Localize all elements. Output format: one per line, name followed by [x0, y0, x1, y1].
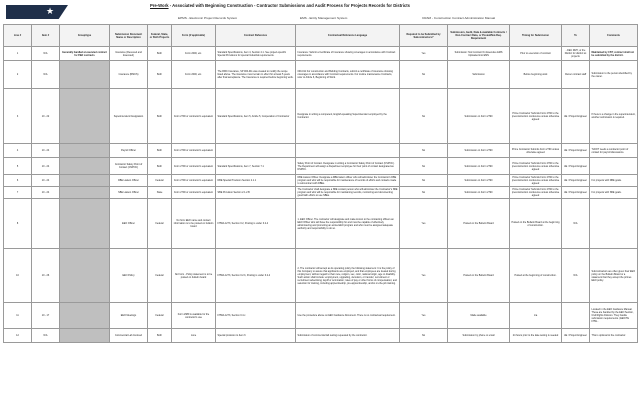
col-header: Contract Reference	[216, 25, 296, 47]
cell-audit: Submission on Form 2790	[448, 175, 510, 187]
cell-timing: Posted on the Bulletin Board at the beginning of construction.	[510, 199, 562, 249]
cell-audit: Submission on Form 2790	[448, 187, 510, 199]
cell-line: 11	[4, 303, 32, 329]
cell-form: Form 2790 or contractor's equivalent	[172, 144, 216, 158]
cell-ref: FHWA 1273, Section II.4.c	[216, 303, 296, 329]
cell-audit: Submission	[448, 61, 510, 89]
cell-form: Form 2790 or contractor's equivalent	[172, 187, 216, 199]
cell-ref: FHWA 1273, Section II.2, Posting is under II.2.d	[216, 199, 296, 249]
cell-item: 10 - 22	[32, 89, 60, 144]
cell-form: none	[172, 329, 216, 343]
cell-sub: No	[400, 175, 448, 187]
cell-line: 10	[4, 249, 32, 303]
cell-audit: Submission on Form 2790	[448, 144, 510, 158]
cell-line: 1	[4, 47, 32, 61]
cell-lang: Insurance: Submit a Certificate of Insurance showing coverages in accordance with Contract requirements.	[296, 47, 400, 61]
cell-comments: Maintained by CST; contract shall not be submitted by the district.	[590, 47, 638, 61]
cell-group	[60, 187, 110, 199]
col-header: Contractual Reference Language	[296, 25, 400, 47]
cell-fsb: Both	[148, 329, 172, 343]
cell-line: 5	[4, 158, 32, 175]
cell-audit: Submission on Form 2790	[448, 158, 510, 175]
col-header: Group/type	[60, 25, 110, 47]
cell-line: 6	[4, 175, 32, 187]
cell-ref	[216, 144, 296, 158]
cell-line: 4	[4, 144, 32, 158]
cell-lang: The Contractor shall designate a SBE contact person who will administer the Contractor's SBE program and who will be responsible for maintaining records, monitoring and documenting good faith efforts to use SBEs.	[296, 187, 400, 199]
cell-item: N/A	[32, 329, 60, 343]
col-header: Required to be Submitted by Subcontractors?	[400, 25, 448, 47]
table-row	[4, 89, 638, 144]
cell-fsb: Federal	[148, 175, 172, 187]
cell-ref: The RMC Insurance, SP 000-011 was created to modify the scope listed above. The insurance must remain in effect for at least 5 years after final acceptance. The Insurance is required before beginning work.	[216, 61, 296, 89]
cell-doc: Payroll Officer	[110, 144, 148, 158]
col-header: Form (if applicable)	[172, 25, 216, 47]
cell-comments: For projects with DBE goals.	[590, 175, 638, 187]
col-header: Submission Document Name or Description	[110, 25, 148, 47]
submissions-table	[3, 24, 638, 343]
cell-lang: Safety Point of Contact. Designate in writing a Contractor Safety Point of Contact (CSPOC). The Department will assign a Department employee for their point of contact designated as DSPOC.	[296, 158, 400, 175]
col-header: Submission, Audit, Data & available Contracts / Non-Contract Data, or Posted/Not-Req. Requirement	[448, 25, 510, 47]
cell-group: Generally handled at executed contract for P&D contracts	[60, 47, 110, 61]
cell-comments: Subcontractors are often given their EEO policy on the Bulletin Board or a statement that they accept the primes EEO policy.	[590, 249, 638, 303]
cell-group	[60, 249, 110, 303]
cell-ref: Special provision to Item 6	[216, 329, 296, 343]
cell-form: Form 2790 or contractor's equivalent	[172, 89, 216, 144]
cell-timing: Posted at the beginning of construction.	[510, 249, 562, 303]
cell-timing: n/a	[510, 303, 562, 329]
cell-to: N/A	[562, 199, 590, 249]
cell-form: No form EEO name and contact information is to be posted on bulletin board	[172, 199, 216, 249]
cell-timing: Prior to execution of contract	[510, 47, 562, 61]
cell-sub: No	[400, 329, 448, 343]
cell-line: 2	[4, 61, 32, 89]
cell-group	[60, 158, 110, 175]
legend-cram: CRAM - Construction Contract Administration Manual	[422, 16, 496, 20]
cell-lang: 1. EEO Officer. The contractor will designate and make known to the contracting officers an EEO Officer who will have the responsibility for and must be capable of effectively administering and promoting an active EEO program and who must be assigned adequate authority and responsibility to do so.	[296, 199, 400, 249]
cell-lang: Use the procedure above on EEO Guidance Document. There is no contractual requirement.	[296, 303, 400, 329]
page-title	[150, 3, 630, 8]
cell-fsb: Both	[148, 89, 172, 144]
cell-doc: Contractor Safety Point of Contact (CSPOC)	[110, 158, 148, 175]
texas-logo-banner	[6, 5, 68, 19]
cell-group	[60, 199, 110, 249]
cell-lang: 2. The contractor will accept as its operating policy the following statement: It is the policy of this Company to assure that applicants are employed, and that employees are treated during employment, without regard to their race, religion, sex, color, national origin, age or disability. Such action shall include: employment, upgrading, demotion, or transfer; recruitment or recruitment advertising; layoff or termination; rates of pay or other forms of compensation; and selection for training, including apprenticeship, pre-apprenticeship, and/or on-the-job training.	[296, 249, 400, 303]
table-row	[4, 175, 638, 187]
cell-timing: 24 hours prior to the date testing is needed	[510, 329, 562, 343]
cell-item: 10 - 24	[32, 175, 60, 187]
header-row	[4, 25, 638, 47]
cell-timing: Prime Contractor Submits Form 2790 to the preconstruction conference unless otherwise agreed	[510, 175, 562, 187]
cell-comments: TxDOT needs a contractor point of contact for payroll discussions.	[590, 144, 638, 158]
cell-item	[32, 199, 60, 249]
table-row	[4, 61, 638, 89]
cell-doc: Insurance (RMCS)	[110, 61, 148, 89]
cell-item: 10 - 24	[32, 144, 60, 158]
table-row	[4, 199, 638, 249]
cell-comments: For projects with SBE goals.	[590, 187, 638, 199]
col-header: Item #	[32, 25, 60, 47]
cell-sub: No	[400, 144, 448, 158]
cell-fsb: Federal	[148, 303, 172, 329]
cell-doc: Insurance (Received and Executed)	[110, 47, 148, 61]
cell-lang: Designate in writing a competent, English-speaking Superintendent employed by the Contractor.	[296, 89, 400, 144]
star-icon: ★	[46, 6, 55, 16]
cell-to: AE / Project Engineer	[562, 187, 590, 199]
cell-item: N/A	[32, 61, 60, 89]
cell-to: AE / Project Engineer	[562, 89, 590, 144]
cell-to: AE / Project Engineer	[562, 158, 590, 175]
cell-lang	[296, 144, 400, 158]
col-header: Federal, State, or Both Projects	[148, 25, 172, 47]
cell-form: Form 2790 or contractor's equivalent	[172, 158, 216, 175]
cell-item: N/A	[32, 47, 60, 61]
cell-comments: This is optional to the contractor.	[590, 329, 638, 343]
cell-sub: Yes	[400, 303, 448, 329]
cell-fsb: Federal	[148, 199, 172, 249]
cell-group	[60, 329, 110, 343]
table-row	[4, 303, 638, 329]
cell-ref: Standard Specifications, Item 4, Section 4.1. See project-specific Special Provisions for special Industrial requirements.	[216, 47, 296, 61]
cell-timing: Prime Contractor Submits Form 2790 to the preconstruction conference unless otherwise agreed	[510, 89, 562, 144]
cell-line: 12	[4, 329, 32, 343]
col-header: Timing for Submission	[510, 25, 562, 47]
cell-audit: Submission: Not Contract On Executive EMS Uploaded into EMS	[448, 47, 510, 61]
cell-audit: Posted on the Bulletin Board	[448, 249, 510, 303]
cell-doc: EEO Policy	[110, 249, 148, 303]
cell-sub: No	[400, 158, 448, 175]
cell-lang: Submission of commercial lab testing requested by the contractor.	[296, 329, 400, 343]
cell-comments: Submission to the person identified by the owner.	[590, 61, 638, 89]
cell-timing: Prime Contractor Submits Form 2790 to the preconstruction conference unless otherwise agreed	[510, 187, 562, 199]
cell-audit: Made available	[448, 303, 510, 329]
cell-lang: DBE Liaison Officer. Designate a DBE liaison officer who will administer the Contractor's DBE program and who will be responsible for maintenance of records of efforts and contacts made to subcontract with DBEs.	[296, 175, 400, 187]
cell-item: 10 - 24	[32, 187, 60, 199]
cell-fsb: Both	[148, 158, 172, 175]
title-prefix: Pre-Work	[150, 3, 169, 8]
cell-to: N/A	[562, 249, 590, 303]
col-header: Comments	[590, 25, 638, 47]
cell-audit: Submission by phone or email	[448, 329, 510, 343]
cell-doc: EEO Meetings	[110, 303, 148, 329]
cell-comments	[590, 199, 638, 249]
cell-ref: Standard Specifications, Item 7, Section 7.1	[216, 158, 296, 175]
table-row	[4, 144, 638, 158]
cell-form: Form 2000, etc.	[172, 47, 216, 61]
cell-sub: Yes	[400, 199, 448, 249]
cell-ref: SBE Provision Section 2.1.2.B	[216, 187, 296, 199]
cell-lang: 000-011 For construction and Building Contracts, submit a certificate of insurance showing coverages in accordance with Contract requirements. For routine maintenance Contracts, refer to Article 6, Beginning of Work.	[296, 61, 400, 89]
cell-doc: Superintendent Designation	[110, 89, 148, 144]
cell-line: 8	[4, 199, 32, 249]
table-row	[4, 329, 638, 343]
cell-fsb: Both	[148, 144, 172, 158]
col-header: Line #	[4, 25, 32, 47]
cell-doc: Commercial Lab Invoiced	[110, 329, 148, 343]
cell-ref: Standard Specifications, Item 5, Article 5, Cooperation of Contractor	[216, 89, 296, 144]
cell-to: Owner contract staff	[562, 61, 590, 89]
cell-sub: No	[400, 187, 448, 199]
legend-epms: EPMS - Electronic Project Records System	[178, 16, 238, 20]
table-row	[4, 47, 638, 61]
cell-doc: SBE Liaison Officer	[110, 187, 148, 199]
cell-to: AE / Project Engineer	[562, 329, 590, 343]
cell-timing: Prime Contractor Submits Form 2790 unless otherwise agreed	[510, 144, 562, 158]
cell-item: 10 - 26	[32, 249, 60, 303]
cell-timing: Before beginning work	[510, 61, 562, 89]
cell-line: 7	[4, 187, 32, 199]
cell-form: Form 2790 or contractor's equivalent	[172, 175, 216, 187]
table-row	[4, 158, 638, 175]
cell-sub: No	[400, 89, 448, 144]
title-rest: - Associated with Beginning Construction - Contractor Submissions and Audit Process for Projects Records for Districts	[168, 3, 410, 8]
cell-comments: If there is a change in the superintendent, another submission is required.	[590, 89, 638, 144]
cell-group	[60, 61, 110, 89]
cell-group	[60, 175, 110, 187]
cell-sub: Yes	[400, 249, 448, 303]
cell-timing: Prime Contractor Submits Form 2790 to the preconstruction conference unless otherwise agreed	[510, 158, 562, 175]
col-header: To	[562, 25, 590, 47]
table-row	[4, 249, 638, 303]
cell-form: Form 2989 is available for the contractor's use	[172, 303, 216, 329]
cell-group	[60, 144, 110, 158]
cell-item: 10 - 24	[32, 158, 60, 175]
legend-ems: EMS - Entity Management System	[300, 16, 348, 20]
cell-sub: Yes	[400, 47, 448, 61]
cell-to: - DEC RMY, or the District for district let projects	[562, 47, 590, 61]
cell-item: 10 - 17	[32, 303, 60, 329]
cell-to	[562, 303, 590, 329]
cell-doc: EEO Officer	[110, 199, 148, 249]
cell-sub: No	[400, 61, 448, 89]
cell-fsb: Federal	[148, 249, 172, 303]
cell-comments	[590, 158, 638, 175]
cell-group	[60, 89, 110, 144]
cell-audit: Submission on Form 2790	[448, 89, 510, 144]
cell-audit: Posted on the Bulletin Board	[448, 199, 510, 249]
cell-form: No Form - Policy statement is to be posted on bulletin board	[172, 249, 216, 303]
cell-form: Form 2000, etc.	[172, 61, 216, 89]
cell-to: AE / Project Engineer	[562, 144, 590, 158]
table-row	[4, 187, 638, 199]
cell-comments: Located in the EEO Guidance Manual. These are handled by the EEO Section, Civil Rights Division. They handle submission requirements. (EEO/TE FHW...	[590, 303, 638, 329]
cell-ref: FHWA 1273, Section II.2.b, Posting is under II.2.d	[216, 249, 296, 303]
cell-line: 3	[4, 89, 32, 144]
cell-fsb: Both	[148, 47, 172, 61]
cell-fsb: State	[148, 187, 172, 199]
cell-doc: DBE Liaison Officer	[110, 175, 148, 187]
cell-to: AE / Project Engineer	[562, 175, 590, 187]
cell-fsb: Both	[148, 61, 172, 89]
cell-group	[60, 303, 110, 329]
cell-ref: DBE Special Provision Section 2.1.1	[216, 175, 296, 187]
